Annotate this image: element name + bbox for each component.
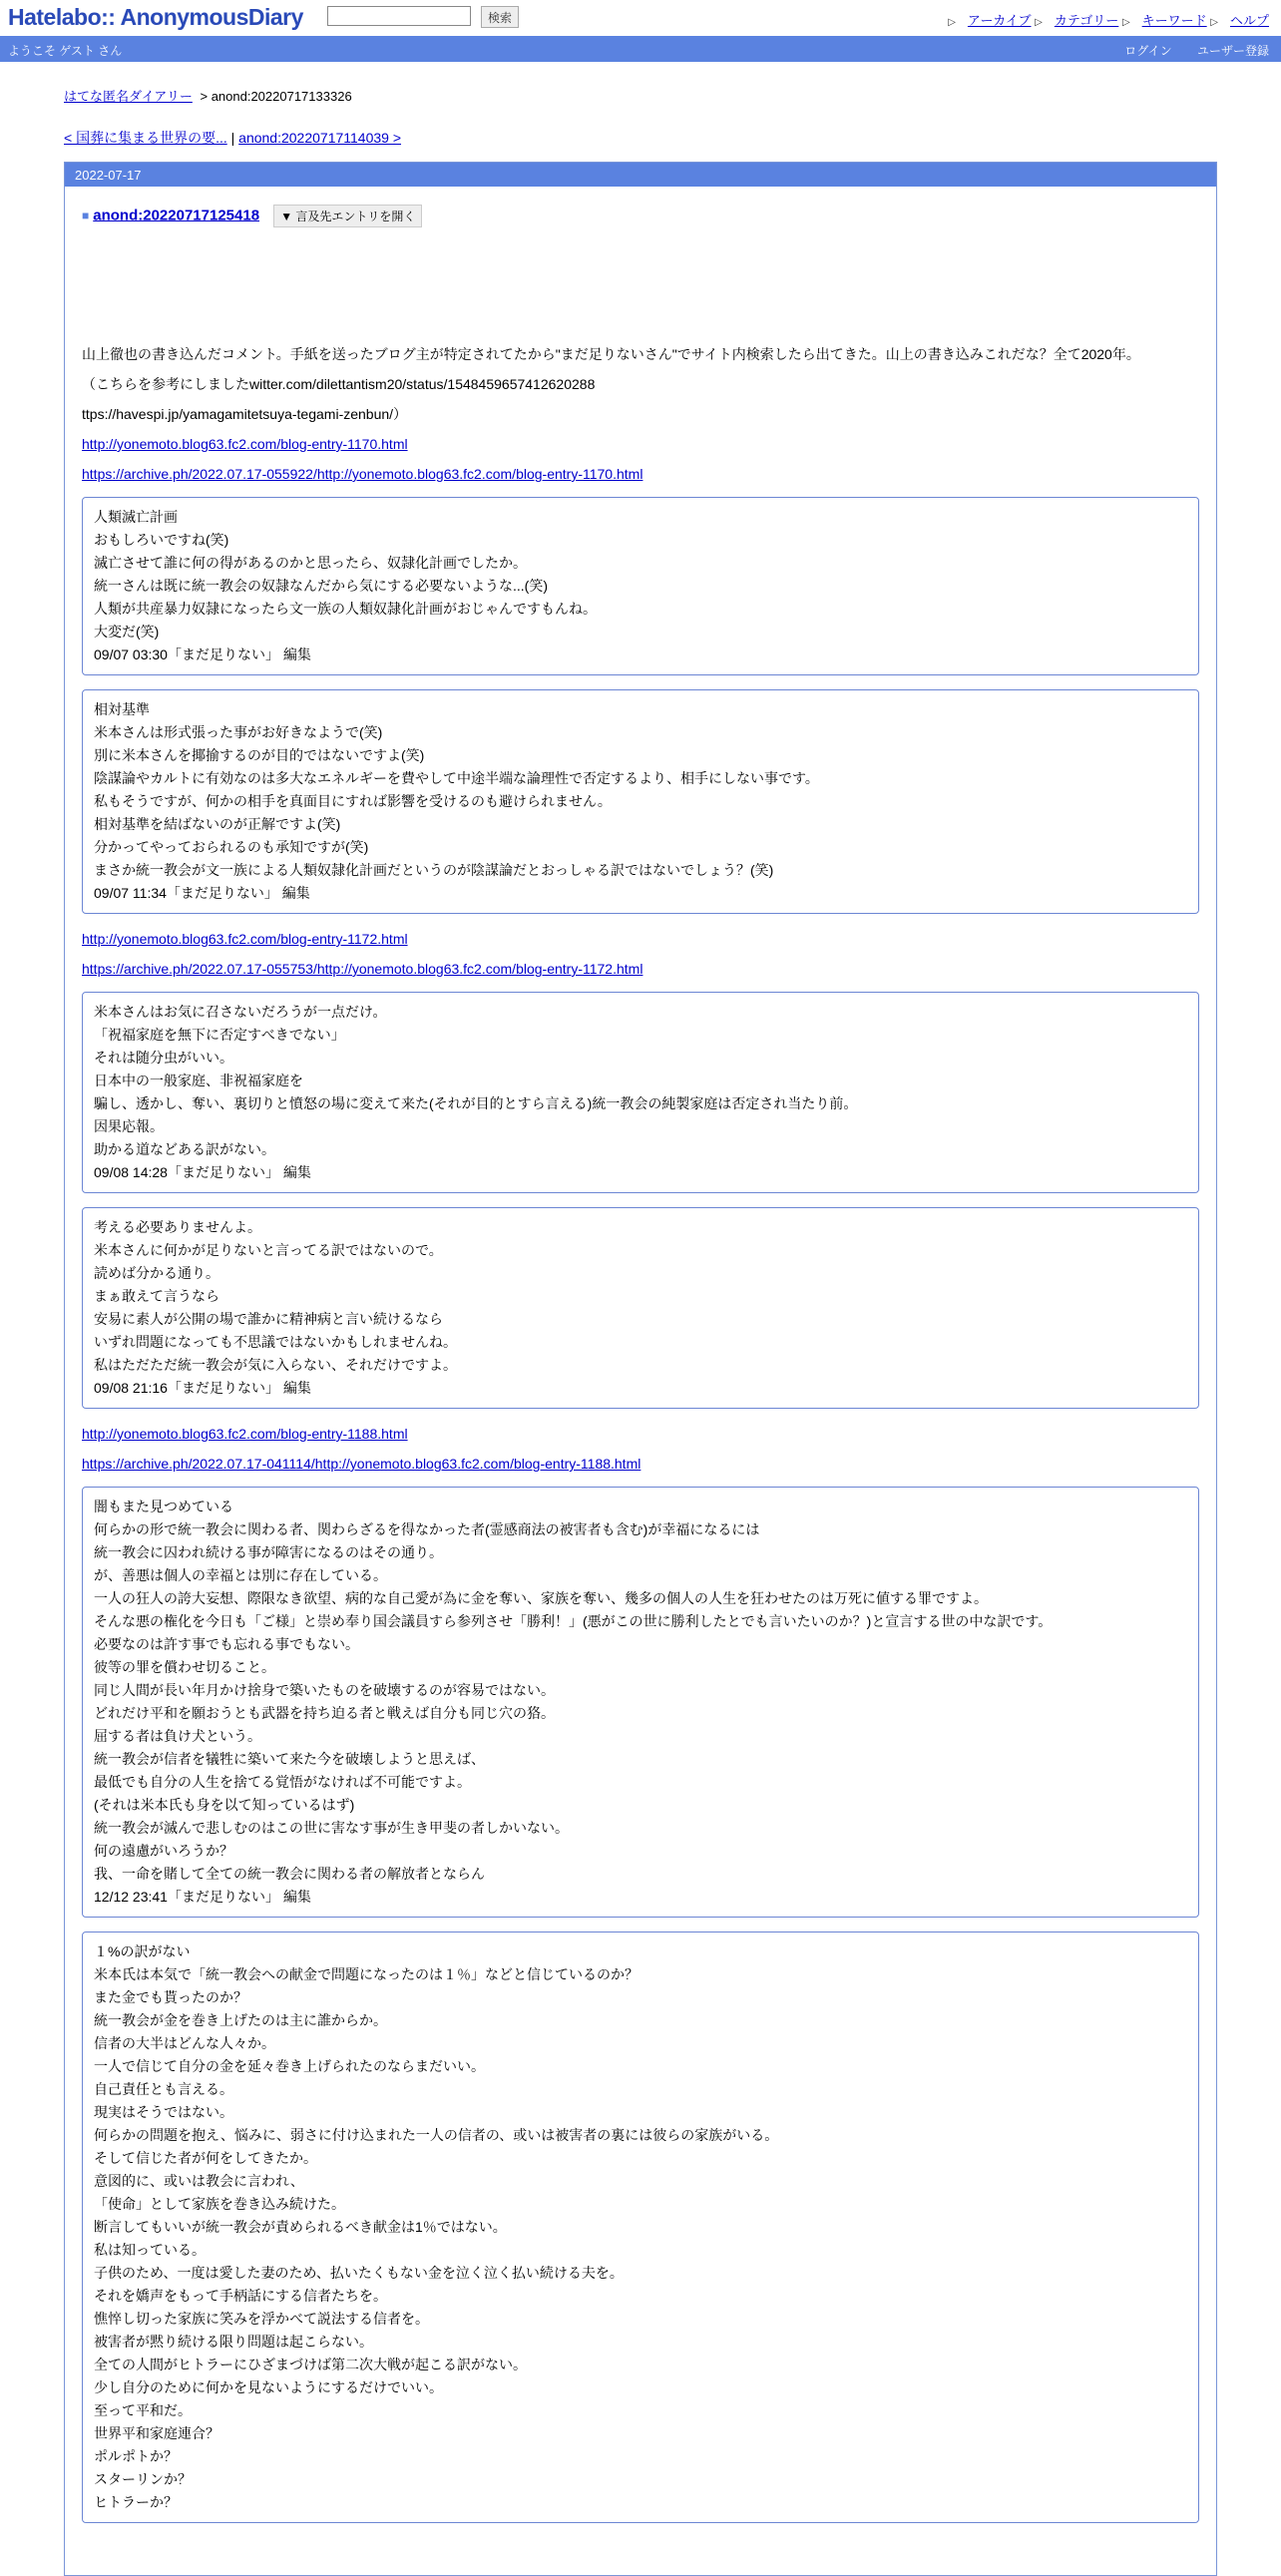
comment-line: 私は知っている。 xyxy=(94,2242,206,2258)
comment-line: 統一教会に囚われ続ける事が障害になるのはその通り。 xyxy=(94,1544,443,1560)
breadcrumb-sep: > xyxy=(200,89,209,104)
keyword-link[interactable]: キーワード xyxy=(1141,13,1207,28)
comment-line: 因果応報。 xyxy=(94,1118,164,1134)
login-link[interactable]: ログイン xyxy=(1124,44,1172,58)
comment-line: 陰謀論やカルトに有効なのは多大なエネルギーを費やして中途半端な論理性で否定するより、相手にしない事です。 xyxy=(94,770,819,786)
comment-line: 現実はそうではない。 xyxy=(94,2104,233,2120)
category-link[interactable]: カテゴリー xyxy=(1054,13,1119,28)
comment-line: 「使命」として家族を巻き込み続けた。 xyxy=(94,2196,345,2212)
comment-line: どれだけ平和を願おうとも武器を持ち迫る者と戦えば自分も同じ穴の狢。 xyxy=(94,1705,555,1721)
entry-body xyxy=(65,187,1216,2523)
comment-line: 最低でも自分の人生を捨てる覚悟がなければ不可能ですよ。 xyxy=(94,1774,471,1790)
comment-box xyxy=(82,1487,1199,1918)
comment-line: いずれ問題になっても不思議ではないかもしれませんね。 xyxy=(94,1334,457,1350)
next-entry-link[interactable]: anond:20220717114039 > xyxy=(238,130,402,146)
comment-line: が、善悪は個人の幸福とは別に存在している。 xyxy=(94,1567,387,1583)
comment-line: 至って平和だ。 xyxy=(94,2402,192,2418)
comment-line: 安易に素人が公開の場で誰かに精神病と言い続けるなら xyxy=(94,1311,443,1327)
comment-box xyxy=(82,1932,1199,2523)
ref-note-2: ttps://havespi.jp/yamagamitetsuya-tegami-zenbun/） xyxy=(82,406,408,422)
comment-line: 全ての人間がヒトラーにひざまづけば第二次大戦が起こる訳がない。 xyxy=(94,2357,527,2372)
comment-line: それは随分虫がいい。 xyxy=(94,1050,233,1066)
spacer xyxy=(82,227,1199,343)
help-link[interactable]: ヘルプ xyxy=(1229,13,1269,28)
comment-line: 相対基準 xyxy=(94,701,150,717)
comment-box xyxy=(82,1207,1199,1409)
archive-link-2[interactable]: https://archive.ph/2022.07.17-055753/http://yonemoto.blog63.fc2.com/blog-entry-1172.html xyxy=(82,961,643,977)
comment-line: 少し自分のために何かを見ないようにするだけでいい。 xyxy=(94,2379,443,2395)
archive-link-3[interactable]: https://archive.ph/2022.07.17-041114/http://yonemoto.blog63.fc2.com/blog-entry-1188.html xyxy=(82,1456,641,1472)
comment-line: 一人で信じて自分の金を延々巻き上げられたのならまだいい。 xyxy=(94,2058,485,2074)
comment-line: (それは米本氏も身を以て知っているはず) xyxy=(94,1797,355,1813)
search-input[interactable] xyxy=(327,6,471,26)
square-icon: ■ xyxy=(82,209,90,223)
comment-line: 彼等の罪を償わせ切ること。 xyxy=(94,1659,275,1675)
comment-line: 相対基準を結ばないのが正解ですよ(笑) xyxy=(94,816,341,832)
open-reference-button[interactable]: ▼ 言及先エントリを開く xyxy=(273,205,422,227)
comment-line: 私もそうですが、何かの相手を真面目にすれば影響を受けるのも避けられません。 xyxy=(94,793,612,809)
comment-line: 別に米本さんを揶揄するのが目的ではないですよ(笑) xyxy=(94,747,425,763)
archive-link[interactable]: アーカイブ xyxy=(967,13,1032,28)
comment-line: 米本さんは形式張った事がお好きなようで(笑) xyxy=(94,724,383,740)
comment-line: 一人の狂人の誇大妄想、際限なき欲望、病的な自己愛が為に金を奪い、家族を奪い、幾多の個人の人生を狂わせたのは万死に値する罪ですよ。 xyxy=(94,1590,988,1606)
comment-line: まぁ敢えて言うなら xyxy=(94,1288,219,1304)
comment-line: ポルポトか？ xyxy=(94,2448,178,2464)
comment-line: 滅亡させて誰に何の得があるのかと思ったら、奴隷化計画でしたか。 xyxy=(94,555,527,571)
comment-line: １%の訳がない xyxy=(94,1943,191,1959)
comment-line: まさか統一教会が文一族による人類奴隷化計画だというのが陰謀論だとおっしゃる訳ではないでしょう？(笑) xyxy=(94,862,774,878)
comment-line: 米本氏は本気で「統一教会への献金で問題になったのは１％」などと信じているのか？ xyxy=(94,1966,639,1982)
archive-link xyxy=(82,463,1199,485)
site-logo[interactable]: Hatelabo:: AnonymousDiary xyxy=(8,4,303,30)
breadcrumb-home[interactable]: はてな匿名ダイアリー xyxy=(64,89,193,104)
comment-line: 人類が共産暴力奴隷になったら文一族の人類奴隷化計画がおじゃんですもんね。 xyxy=(94,601,597,617)
comment-line: 闇もまた見つめている xyxy=(94,1499,233,1514)
breadcrumb xyxy=(64,86,352,105)
comment-line: 統一教会が滅んで悲しむのはこの世に害なす事が生き甲斐の者しかいない。 xyxy=(94,1820,569,1836)
comment-line: 何の遠慮がいろうか？ xyxy=(94,1843,233,1859)
arrow-icon: ▷ xyxy=(1035,17,1043,28)
comment-line: 憔悴し切った家族に笑みを浮かべて説法する信者を。 xyxy=(94,2311,429,2327)
comment-line: そんな悪の権化を今日も「ご様」と崇め奉り国会議員すら参列させ「勝利！」(悪がこの世に勝利したとでも言いたいのか？)と宣言する世の中な訳です。 xyxy=(94,1613,1053,1629)
comment-line: ヒトラーか？ xyxy=(94,2494,178,2510)
comment-line: 大変だ(笑) xyxy=(94,624,160,640)
comment-line: 私はただただ統一教会が気に入らない、それだけですよ。 xyxy=(94,1357,457,1373)
comment-box xyxy=(82,689,1199,914)
comment-line: 助かる道などある訳がない。 xyxy=(94,1141,275,1157)
comment-line: 信者の大半はどんな人々か。 xyxy=(94,2035,275,2051)
comment-line: 米本さんはお気に召さないだろうが一点だけ。 xyxy=(94,1004,387,1020)
blog-link xyxy=(82,433,1199,455)
breadcrumb-current: anond:20220717133326 xyxy=(211,89,352,104)
comment-line: 日本中の一般家庭、非祝福家庭を xyxy=(94,1073,303,1088)
comment-meta: 09/08 14:28「まだ足りない」 編集 xyxy=(94,1164,311,1180)
comment-meta: 09/07 11:34「まだ足りない」 編集 xyxy=(94,885,310,901)
comment-line: 屈する者は負け犬という。 xyxy=(94,1728,261,1744)
arrow-icon: ▷ xyxy=(1210,17,1218,28)
comment-line: 必要なのは許す事でも忘れる事でもない。 xyxy=(94,1636,359,1652)
comment-meta: 09/07 03:30「まだ足りない」 編集 xyxy=(94,646,311,662)
comment-line: 「祝福家庭を無下に否定すべきでない」 xyxy=(94,1027,345,1043)
entry-title xyxy=(82,205,1199,227)
comment-line: おもしろいですね(笑) xyxy=(94,532,229,548)
comment-line: 騙し、透かし、奪い、裏切りと憤怒の場に変えて来た(それが目的とすら言える)統一教会の純製家庭は否定され当たり前。 xyxy=(94,1095,858,1111)
comment-line: 断言してもいいが統一教会が責められるべき献金は1％ではない。 xyxy=(94,2219,507,2235)
comment-line: 考える必要ありませんよ。 xyxy=(94,1219,261,1235)
comment-line: それを嬌声をもって手柄話にする信者たちを。 xyxy=(94,2288,387,2304)
entry-nav xyxy=(64,128,401,148)
day-section xyxy=(64,162,1217,2576)
comment-line: 分かってやっておられるのも承知ですが(笑) xyxy=(94,839,369,855)
comment-line: 読めば分かる通り。 xyxy=(94,1265,219,1281)
search-button[interactable]: 検索 xyxy=(481,6,519,28)
comment-line: 統一教会が信者を犠牲に築いて来た今を破壊しようと思えば、 xyxy=(94,1751,485,1767)
blog-link-3[interactable]: http://yonemoto.blog63.fc2.com/blog-entry-1188.html xyxy=(82,1426,408,1442)
comment-line: 統一教会が金を巻き上げたのは主に誰からか。 xyxy=(94,2012,387,2028)
nav-sep: | xyxy=(230,130,235,146)
comment-meta: 09/08 21:16「まだ足りない」 編集 xyxy=(94,1380,311,1396)
archive-link-1[interactable]: https://archive.ph/2022.07.17-055922/http://yonemoto.blog63.fc2.com/blog-entry-1170.html xyxy=(82,466,643,482)
blog-link xyxy=(82,928,1199,950)
archive-link xyxy=(82,958,1199,980)
blog-link-1[interactable]: http://yonemoto.blog63.fc2.com/blog-entry-1170.html xyxy=(82,436,408,452)
comment-line: 米本さんに何かが足りないと言ってる訳ではないので。 xyxy=(94,1242,443,1258)
comment-line: 統一さんは既に統一教会の奴隷なんだから気にする必要ないような...(笑) xyxy=(94,578,548,594)
comment-line: そして信じた者が何をしてきたか。 xyxy=(94,2150,317,2166)
header xyxy=(0,0,1281,36)
comment-line: 人類滅亡計画 xyxy=(94,509,178,525)
comment-meta: 12/12 23:41「まだ足りない」 編集 xyxy=(94,1889,311,1905)
intro-text: 山上徹也の書き込んだコメント。手紙を送ったブログ主が特定されてたから"まだ足りないさん"でサイト内検索したら出てきた。山上の書き込みこれだな？全て2020年。 xyxy=(82,346,1140,362)
top-links xyxy=(948,10,1269,29)
comment-line: 何らかの問題を抱え、悩みに、弱さに付け込まれた一人の信者の、或いは被害者の裏には彼らの家族がいる。 xyxy=(94,2127,779,2143)
user-bar xyxy=(0,36,1281,62)
blog-link-2[interactable]: http://yonemoto.blog63.fc2.com/blog-entry-1172.html xyxy=(82,931,408,947)
comment-box xyxy=(82,497,1199,675)
comment-line: スターリンか？ xyxy=(94,2471,192,2487)
comment-line: 何らかの形で統一教会に関わる者、関わらざるを得なかった者(霊感商法の被害者も含む)が幸福になるには xyxy=(94,1521,760,1537)
comment-line: 世界平和家庭連合？ xyxy=(94,2425,219,2441)
arrow-icon: ▷ xyxy=(948,17,956,28)
comment-line: 被害者が黙り続ける限り問題は起こらない。 xyxy=(94,2334,373,2350)
comment-line: 同じ人間が長い年月かけ捨身で築いたものを破壊するのが容易ではない。 xyxy=(94,1682,555,1698)
prev-entry-link[interactable]: < 国葬に集まる世界の要... xyxy=(64,130,227,146)
comment-line: また金でも貰ったのか？ xyxy=(94,1989,247,2005)
day-date: 2022-07-17 xyxy=(65,163,1216,187)
archive-link xyxy=(82,1453,1199,1475)
comment-line: 自己責任とも言える。 xyxy=(94,2081,233,2097)
comment-line: 子供のため、一度は愛した妻のため、払いたくもない金を泣く泣く払い続ける夫を。 xyxy=(94,2265,624,2281)
ref-note: （こちらを参考にしましたwitter.com/dilettantism20/status/1548459657412620288 xyxy=(82,376,596,392)
comment-line: 我、一命を賭して全ての統一教会に関わる者の解放者とならん xyxy=(94,1866,485,1882)
arrow-icon: ▷ xyxy=(1121,17,1130,28)
entry-title-link[interactable]: anond:20220717125418 xyxy=(93,207,260,224)
comment-box xyxy=(82,992,1199,1193)
welcome-text: ようこそ ゲスト さん xyxy=(8,44,123,58)
register-link[interactable]: ユーザー登録 xyxy=(1196,44,1269,58)
blog-link xyxy=(82,1423,1199,1445)
comment-line: 意図的に、或いは教会に言われ、 xyxy=(94,2173,304,2189)
